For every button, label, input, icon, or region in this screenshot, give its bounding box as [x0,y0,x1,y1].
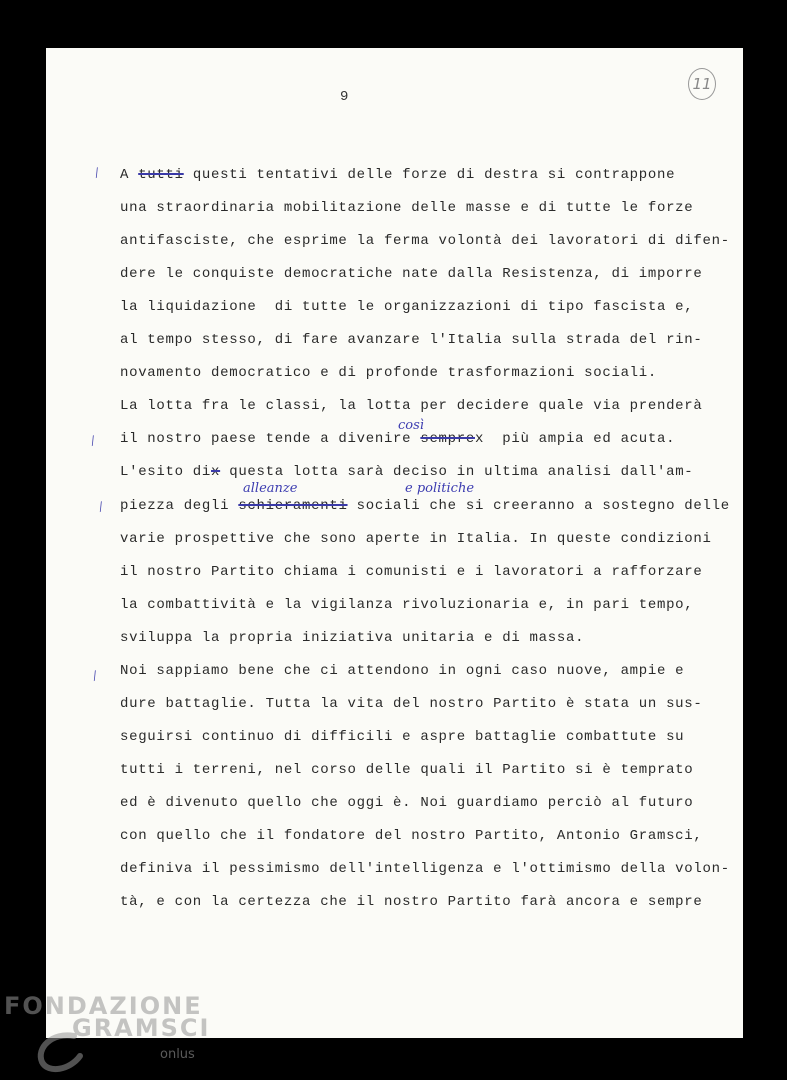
text-segment: varie prospettive che sono aperte in Italia. In queste condizioni [120,531,712,547]
text-line [120,696,703,712]
text-line [120,398,703,414]
text-line [120,663,684,679]
text-segment: definiva il pessimismo dell'intelligenza e l'ottimismo della volon- [120,861,730,877]
text-segment: ed è divenuto quello che oggi è. Noi guardiamo perciò al futuro [120,795,694,811]
handwritten-insert: così [398,418,424,433]
text-line [120,795,693,811]
text-segment: la liquidazione di tutte le organizzazioni di tipo fascista e, [120,299,694,315]
margin-check-icon: ⁄ [97,500,105,514]
text-segment: sociali che si creeranno a sostegno delle [347,498,730,514]
struck-text: schieramenti [238,498,348,514]
text-line [120,233,730,249]
text-segment: dure battaglie. Tutta la vita del nostro Partito è stata un sus- [120,696,703,712]
text-line [120,266,703,282]
margin-check-icon: ⁄ [89,434,97,448]
text-segment: antifasciste, che esprime la ferma volontà dei lavoratori di difen- [120,233,730,249]
text-line [120,332,703,348]
text-line [120,531,712,547]
text-segment: Noi sappiamo bene che ci attendono in ogni caso nuove, ampie e [120,663,685,679]
text-segment: seguirsi continuo di difficili e aspre battaglie combattute su [120,729,685,745]
text-segment: L'esito di [120,464,212,480]
handwritten-insert: e politiche [405,481,475,496]
text-segment: il nostro paese tende a divenire [120,431,421,447]
archive-number-stamp: 11 [688,68,716,100]
text-segment: La lotta fra le classi, la lotta per decidere quale via prenderà [120,398,703,414]
text-segment: x più ampia ed acuta. [474,431,676,447]
text-segment: tutti i terreni, nel corso delle quali il Partito si è temprato [120,762,694,778]
text-line [120,861,730,877]
text-segment: piezza degli [120,498,239,514]
text-line [120,431,675,447]
text-segment: questa lotta sarà deciso in ultima analisi dall'am- [220,464,694,480]
text-line [120,630,584,646]
margin-check-icon: ⁄ [93,166,101,180]
text-line [120,894,703,910]
text-segment: al tempo stesso, di fare avanzare l'Italia sulla strada del rin- [120,332,703,348]
text-segment: A [120,167,139,183]
watermark-subtitle: onlus [160,1047,195,1062]
text-line [120,299,693,315]
text-line [120,200,693,216]
struck-text: sempre [420,431,475,447]
text-line [120,365,657,381]
text-segment: sviluppa la propria iniziativa unitaria e di massa. [120,630,585,646]
watermark-logo: FONDAZIONE GRAMSCI [4,992,211,1042]
text-line [120,464,693,480]
text-line [120,167,675,183]
struck-text: tutti [138,167,184,183]
handwritten-insert: alleanze [243,481,298,496]
text-line [120,597,693,613]
swoosh-icon [34,1030,86,1074]
page-number: 9 [340,89,349,105]
text-segment: tà, e con la certezza che il nostro Partito farà ancora e sempre [120,894,703,910]
text-segment: questi tentativi delle forze di destra si contrappone [183,167,676,183]
text-segment: novamento democratico e di profonde trasformazioni sociali. [120,365,657,381]
text-segment: una straordinaria mobilitazione delle masse e di tutte le forze [120,200,694,216]
text-segment: la combattività e la vigilanza rivoluzionaria e, in pari tempo, [120,597,694,613]
text-segment: il nostro Partito chiama i comunisti e i lavoratori a rafforzare [120,564,703,580]
text-line [120,762,693,778]
margin-check-icon: ⁄ [91,669,99,683]
text-segment: dere le conquiste democratiche nate dalla Resistenza, di imporre [120,266,703,282]
text-line [120,564,703,580]
text-segment: con quello che il fondatore del nostro Partito, Antonio Gramsci, [120,828,703,844]
text-line [120,729,684,745]
text-line [120,828,703,844]
text-line [120,498,730,514]
struck-text: x [211,464,221,480]
